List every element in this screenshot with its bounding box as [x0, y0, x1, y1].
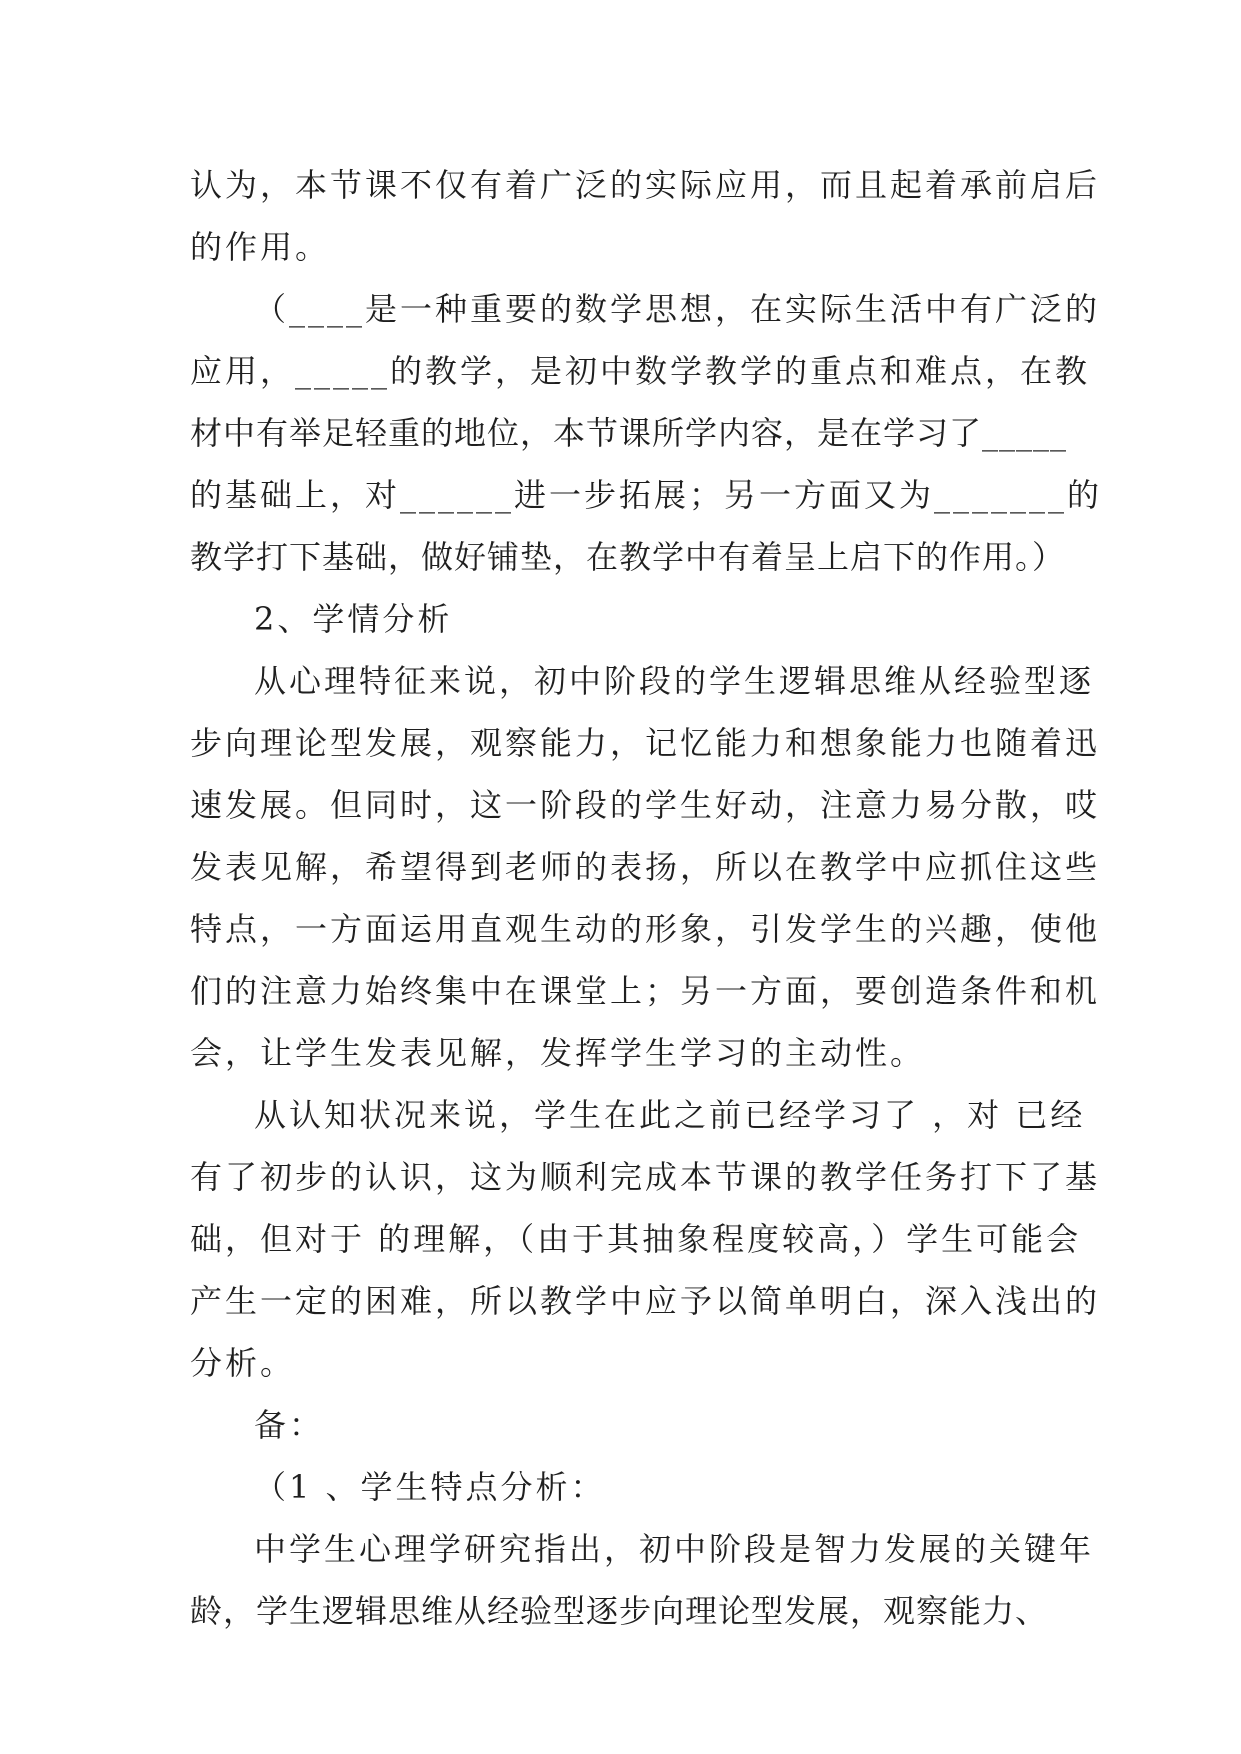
text-line: 教学打下基础，做好铺垫，在教学中有着呈上启下的作用。） — [190, 538, 1066, 576]
text-line: 有了初步的认识，这为顺利完成本节课的教学任务打下了基 — [190, 1158, 1101, 1196]
text-line: 的基础上，对______进一步拓展；另一方面又为_______的 — [190, 476, 1103, 514]
text-line: 发表见解，希望得到老师的表扬，所以在教学中应抓住这些 — [190, 848, 1101, 886]
text-line: 们的注意力始终集中在课堂上；另一方面，要创造条件和机 — [190, 972, 1101, 1010]
text-line: 特点，一方面运用直观生动的形象，引发学生的兴趣，使他 — [190, 910, 1101, 948]
text-line: （____是一种重要的数学思想，在实际生活中有广泛的 — [254, 290, 1101, 328]
text-line: 应用，_____的教学，是初中数学教学的重点和难点，在教 — [190, 352, 1091, 390]
text-line: 产生一定的困难，所以教学中应予以简单明白，深入浅出的 — [190, 1282, 1101, 1320]
subsection-heading: （1 、学生特点分析： — [254, 1468, 606, 1506]
text-line: 步向理论型发展，观察能力，记忆能力和想象能力也随着迅 — [190, 724, 1101, 762]
text-line: 认为，本节课不仅有着广泛的实际应用，而且起着承前启后 — [190, 166, 1101, 204]
text-line: 材中有举足轻重的地位，本节课所学内容，是在学习了_____ — [190, 414, 1068, 452]
text-line: 础，但对于 的理解，（由于其抽象程度较高，）学生可能会 — [190, 1220, 1082, 1258]
section-heading: 2、学情分析 — [254, 600, 453, 638]
text-line: 分析。 — [190, 1344, 296, 1382]
text-line: 速发展。但同时，这一阶段的学生好动，注意力易分散，哎 — [190, 786, 1101, 824]
text-line: 中学生心理学研究指出，初中阶段是智力发展的关键年 — [254, 1530, 1095, 1568]
text-line: 备： — [254, 1406, 325, 1444]
text-line: 会，让学生发表见解，发挥学生学习的主动性。 — [190, 1034, 926, 1072]
text-line: 的作用。 — [190, 228, 331, 266]
document-body — [190, 154, 1103, 1642]
text-line: 龄，学生逻辑思维从经验型逐步向理论型发展，观察能力、 — [190, 1592, 1049, 1630]
text-line: 从认知状况来说，学生在此之前已经学习了 ，对 已经 — [254, 1096, 1086, 1134]
text-line: 从心理特征来说，初中阶段的学生逻辑思维从经验型逐 — [254, 662, 1095, 700]
